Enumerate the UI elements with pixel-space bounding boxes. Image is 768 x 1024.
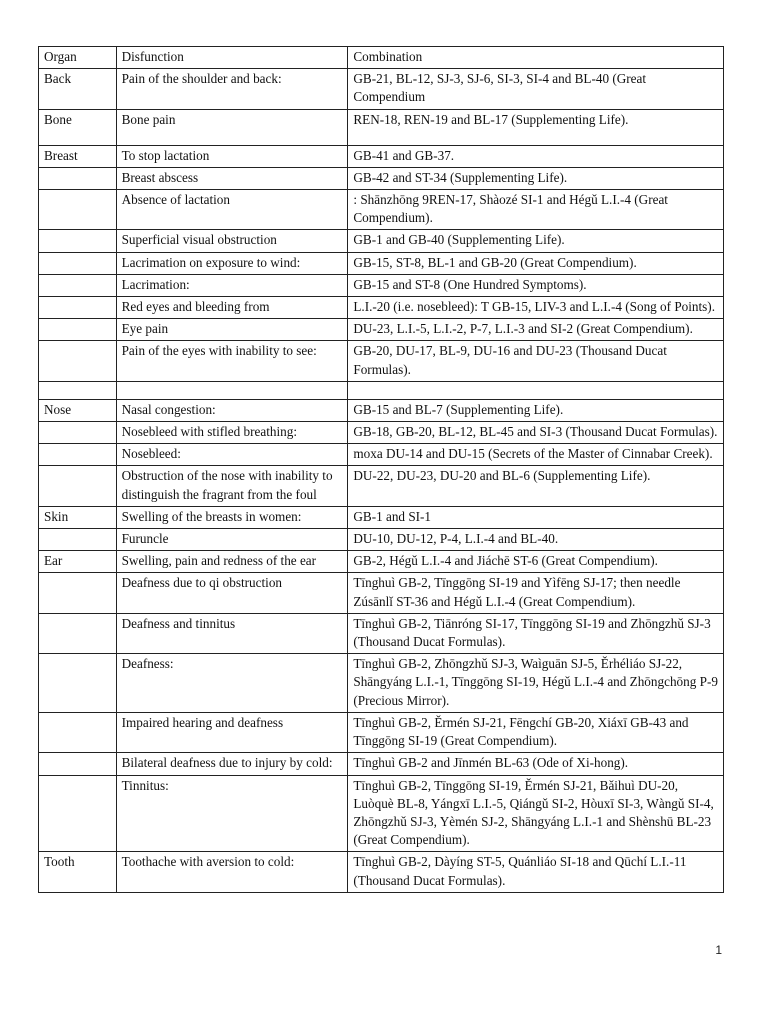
table-row (39, 381, 724, 399)
organ-cell: Tooth (39, 852, 117, 892)
combination-cell: GB-18, GB-20, BL-12, BL-45 and SI-3 (Thousand Ducat Formulas). (348, 422, 724, 444)
organ-cell (39, 654, 117, 713)
organ-cell (39, 529, 117, 551)
organ-cell: Ear (39, 551, 117, 573)
combination-cell: moxa DU-14 and DU-15 (Secrets of the Master of Cinnabar Creek). (348, 444, 724, 466)
organ-cell: Nose (39, 399, 117, 421)
combination-cell: GB-2, Hégǔ L.I.-4 and Jiáchē ST-6 (Great Compendium). (348, 551, 724, 573)
acupuncture-combination-table (38, 46, 724, 893)
organ-cell (39, 341, 117, 381)
header-organ: Organ (39, 47, 117, 69)
organ-cell (39, 775, 117, 852)
organ-cell: Skin (39, 506, 117, 528)
combination-cell: GB-1 and GB-40 (Supplementing Life). (348, 230, 724, 252)
organ-cell (39, 252, 117, 274)
table-row (39, 252, 724, 274)
disfunction-cell: Pain of the shoulder and back: (116, 69, 348, 109)
table-row (39, 297, 724, 319)
table-row (39, 613, 724, 653)
table-row (39, 167, 724, 189)
combination-cell: Tīnghuì GB-2, Dàyíng ST-5, Quánliáo SI-18 and Qūchí L.I.-11 (Thousand Ducat Formulas). (348, 852, 724, 892)
disfunction-cell: Bone pain (116, 109, 348, 145)
table-row (39, 753, 724, 775)
disfunction-cell: Nosebleed with stifled breathing: (116, 422, 348, 444)
organ-cell (39, 444, 117, 466)
table-row (39, 274, 724, 296)
table-row (39, 712, 724, 752)
disfunction-cell: Obstruction of the nose with inability to distinguish the fragrant from the foul (116, 466, 348, 506)
disfunction-cell: Pain of the eyes with inability to see: (116, 341, 348, 381)
combination-cell: GB-15 and ST-8 (One Hundred Symptoms). (348, 274, 724, 296)
organ-cell (39, 613, 117, 653)
table-row (39, 109, 724, 145)
disfunction-cell: To stop lactation (116, 145, 348, 167)
table-row (39, 551, 724, 573)
table-row (39, 775, 724, 852)
combination-cell: Tīnghuì GB-2, Tiānróng SI-17, Tīnggōng SI-19 and Zhōngzhǔ SJ-3 (Thousand Ducat Formulas). (348, 613, 724, 653)
organ-cell (39, 319, 117, 341)
combination-cell: L.I.-20 (i.e. nosebleed): T GB-15, LIV-3 and L.I.-4 (Song of Points). (348, 297, 724, 319)
organ-cell (39, 297, 117, 319)
disfunction-cell: Lacrimation: (116, 274, 348, 296)
table-row (39, 341, 724, 381)
combination-cell: GB-21, BL-12, SJ-3, SJ-6, SI-3, SI-4 and BL-40 (Great Compendium (348, 69, 724, 109)
header-disfunction: Disfunction (116, 47, 348, 69)
combination-cell: GB-41 and GB-37. (348, 145, 724, 167)
disfunction-cell (116, 381, 348, 399)
disfunction-cell: Tinnitus: (116, 775, 348, 852)
organ-cell (39, 381, 117, 399)
disfunction-cell: Superficial visual obstruction (116, 230, 348, 252)
table-row (39, 852, 724, 892)
table-row (39, 190, 724, 230)
table-row (39, 422, 724, 444)
disfunction-cell: Breast abscess (116, 167, 348, 189)
disfunction-cell: Furuncle (116, 529, 348, 551)
combination-cell: : Shānzhōng 9REN-17, Shàozé SI-1 and Hégǔ L.I.-4 (Great Compendium). (348, 190, 724, 230)
disfunction-cell: Nosebleed: (116, 444, 348, 466)
combination-cell: GB-20, DU-17, BL-9, DU-16 and DU-23 (Thousand Ducat Formulas). (348, 341, 724, 381)
table-header-row (39, 47, 724, 69)
table-row (39, 573, 724, 613)
organ-cell (39, 422, 117, 444)
organ-cell: Back (39, 69, 117, 109)
disfunction-cell: Deafness and tinnitus (116, 613, 348, 653)
table-row (39, 444, 724, 466)
organ-cell: Breast (39, 145, 117, 167)
combination-cell: DU-23, L.I.-5, L.I.-2, P-7, L.I.-3 and SI-2 (Great Compendium). (348, 319, 724, 341)
table-row (39, 529, 724, 551)
table-row (39, 654, 724, 713)
table-row (39, 506, 724, 528)
organ-cell (39, 712, 117, 752)
table-row (39, 145, 724, 167)
combination-cell: Tīnghuì GB-2 and Jīnmén BL-63 (Ode of Xi-hong). (348, 753, 724, 775)
combination-cell: GB-15, ST-8, BL-1 and GB-20 (Great Compendium). (348, 252, 724, 274)
table-row (39, 319, 724, 341)
organ-cell (39, 466, 117, 506)
page-number: 1 (715, 943, 722, 957)
disfunction-cell: Lacrimation on exposure to wind: (116, 252, 348, 274)
disfunction-cell: Swelling, pain and redness of the ear (116, 551, 348, 573)
combination-cell: DU-10, DU-12, P-4, L.I.-4 and BL-40. (348, 529, 724, 551)
disfunction-cell: Absence of lactation (116, 190, 348, 230)
combination-cell: DU-22, DU-23, DU-20 and BL-6 (Supplementing Life). (348, 466, 724, 506)
header-combination: Combination (348, 47, 724, 69)
disfunction-cell: Swelling of the breasts in women: (116, 506, 348, 528)
combination-cell: REN-18, REN-19 and BL-17 (Supplementing Life). (348, 109, 724, 145)
disfunction-cell: Toothache with aversion to cold: (116, 852, 348, 892)
table-row (39, 230, 724, 252)
organ-cell (39, 753, 117, 775)
organ-cell (39, 167, 117, 189)
disfunction-cell: Bilateral deafness due to injury by cold: (116, 753, 348, 775)
combination-cell: GB-42 and ST-34 (Supplementing Life). (348, 167, 724, 189)
disfunction-cell: Eye pain (116, 319, 348, 341)
disfunction-cell: Impaired hearing and deafness (116, 712, 348, 752)
table-row (39, 69, 724, 109)
disfunction-cell: Red eyes and bleeding from (116, 297, 348, 319)
disfunction-cell: Nasal congestion: (116, 399, 348, 421)
organ-cell (39, 190, 117, 230)
table-row (39, 399, 724, 421)
combination-cell: GB-1 and SI-1 (348, 506, 724, 528)
organ-cell: Bone (39, 109, 117, 145)
combination-cell (348, 381, 724, 399)
combination-cell: Tīnghuì GB-2, Zhōngzhǔ SJ-3, Waìguān SJ-5, Ěrhéliáo SJ-22, Shāngyáng L.I.-1, Tīnggōng SI-19, Hégǔ L.I.-4 and Zhōngchōng P-9 (Precious Mirror). (348, 654, 724, 713)
disfunction-cell: Deafness: (116, 654, 348, 713)
organ-cell (39, 573, 117, 613)
organ-cell (39, 230, 117, 252)
combination-cell: GB-15 and BL-7 (Supplementing Life). (348, 399, 724, 421)
combination-cell: Tīnghuì GB-2, Tīnggōng SI-19, Ěrmén SJ-21, Bǎihuì DU-20, Luòquè BL-8, Yángxī L.I.-5, Qiángǔ SI-2, Hòuxī SI-3, Wàngǔ SI-4, Zhōngzhǔ SJ-3, Yèmén SJ-2, Shāngyáng L.I.-1 and Shènshū BL-23 (Great Compendium). (348, 775, 724, 852)
combination-cell: Tīnghuì GB-2, Ěrmén SJ-21, Fēngchí GB-20, Xiáxī GB-43 and Tīnggōng SI-19 (Great Compendium). (348, 712, 724, 752)
table-row (39, 466, 724, 506)
disfunction-cell: Deafness due to qi obstruction (116, 573, 348, 613)
combination-cell: Tīnghuì GB-2, Tīnggōng SI-19 and Yìfēng SJ-17; then needle Zúsānlǐ ST-36 and Hégǔ L.I.-4 (Great Compendium). (348, 573, 724, 613)
organ-cell (39, 274, 117, 296)
